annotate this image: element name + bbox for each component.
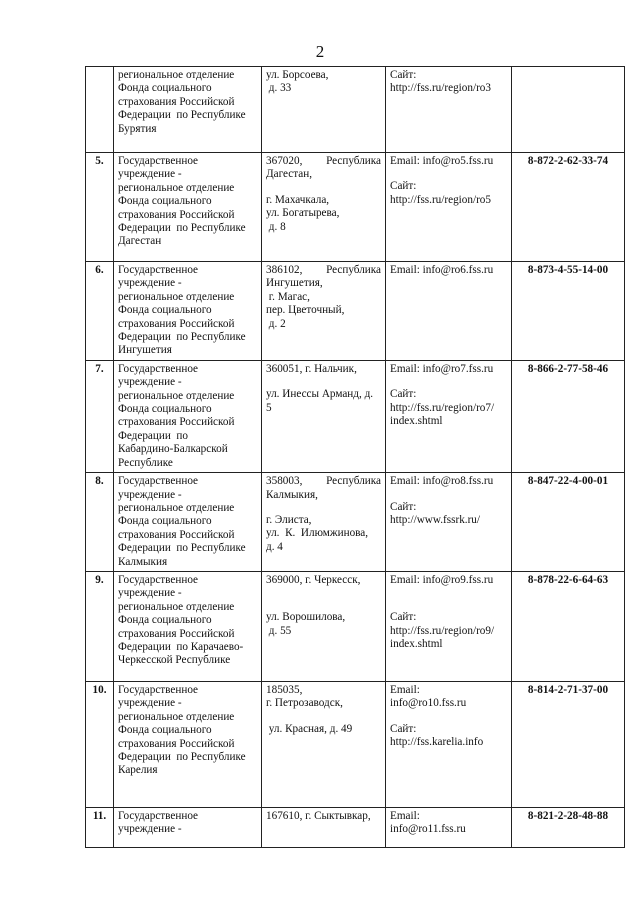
table-row [86, 360, 625, 472]
table-row [86, 153, 625, 262]
row-number: 8. [86, 473, 114, 572]
office-name: Государственное учреждение - [114, 807, 262, 847]
row-number: 5. [86, 153, 114, 262]
table-row [86, 807, 625, 847]
office-address: 367020, Республика Дагестан, г. Махачкала, ул. Богатырева, д. 8 [262, 153, 386, 262]
office-phone: 8-873-4-55-14-00 [512, 262, 625, 361]
office-address: 185035, г. Петрозаводск, ул. Красная, д. 49 [262, 681, 386, 807]
office-contacts: Email: info@ro7.fss.ru Сайт: http://fss.ru/region/ro7/ index.shtml [386, 360, 512, 472]
table-row [86, 67, 625, 153]
table-row [86, 473, 625, 572]
office-address: 360051, г. Нальчик, ул. Инессы Арманд, д. 5 [262, 360, 386, 472]
office-address: 167610, г. Сыктывкар, [262, 807, 386, 847]
row-number: 7. [86, 360, 114, 472]
office-name: Государственное учреждение - региональное отделение Фонда социального страхования Российской Федерации по Республике Ингушетия [114, 262, 262, 361]
fss-offices-table [85, 66, 625, 848]
office-name: Государственное учреждение - региональное отделение Фонда социального страхования Российской Федерации по Республике Карелия [114, 681, 262, 807]
office-contacts: Email: info@ro6.fss.ru [386, 262, 512, 361]
office-phone: 8-872-2-62-33-74 [512, 153, 625, 262]
office-address: 369000, г. Черкесск, ул. Ворошилова, д. 55 [262, 571, 386, 681]
office-contacts: Email: info@ro9.fss.ru Сайт: http://fss.ru/region/ro9/ index.shtml [386, 571, 512, 681]
office-address: 386102, Республика Ингушетия, г. Магас, пер. Цветочный, д. 2 [262, 262, 386, 361]
table-row [86, 681, 625, 807]
row-number [86, 67, 114, 153]
office-phone [512, 67, 625, 153]
office-address: ул. Борсоева, д. 33 [262, 67, 386, 153]
table-row [86, 571, 625, 681]
row-number: 6. [86, 262, 114, 361]
office-name: Государственное учреждение - региональное отделение Фонда социального страхования Российской Федерации по Кабардино-Балкарской Республике [114, 360, 262, 472]
office-contacts: Email: info@ro11.fss.ru [386, 807, 512, 847]
office-phone: 8-866-2-77-58-46 [512, 360, 625, 472]
office-name: Государственное учреждение - региональное отделение Фонда социального страхования Российской Федерации по Карачаево- Черкесской Республике [114, 571, 262, 681]
office-address: 358003, Республика Калмыкия, г. Элиста, ул. К. Илюмжинова, д. 4 [262, 473, 386, 572]
table-row [86, 262, 625, 361]
office-contacts: Email: info@ro5.fss.ru Сайт: http://fss.ru/region/ro5 [386, 153, 512, 262]
office-contacts: Email: info@ro8.fss.ru Сайт: http://www.fssrk.ru/ [386, 473, 512, 572]
row-number: 9. [86, 571, 114, 681]
office-phone: 8-814-2-71-37-00 [512, 681, 625, 807]
page-number: 2 [315, 42, 325, 61]
office-contacts: Email: info@ro10.fss.ru Сайт: http://fss.karelia.info [386, 681, 512, 807]
office-phone: 8-821-2-28-48-88 [512, 807, 625, 847]
office-name: Государственное учреждение - региональное отделение Фонда социального страхования Российской Федерации по Республике Дагестан [114, 153, 262, 262]
office-name: Государственное учреждение - региональное отделение Фонда социального страхования Российской Федерации по Республике Калмыкия [114, 473, 262, 572]
office-contacts: Сайт: http://fss.ru/region/ro3 [386, 67, 512, 153]
office-name: региональное отделение Фонда социального страхования Российской Федерации по Республике Бурятия [114, 67, 262, 153]
office-phone: 8-878-22-6-64-63 [512, 571, 625, 681]
row-number: 11. [86, 807, 114, 847]
row-number: 10. [86, 681, 114, 807]
office-phone: 8-847-22-4-00-01 [512, 473, 625, 572]
